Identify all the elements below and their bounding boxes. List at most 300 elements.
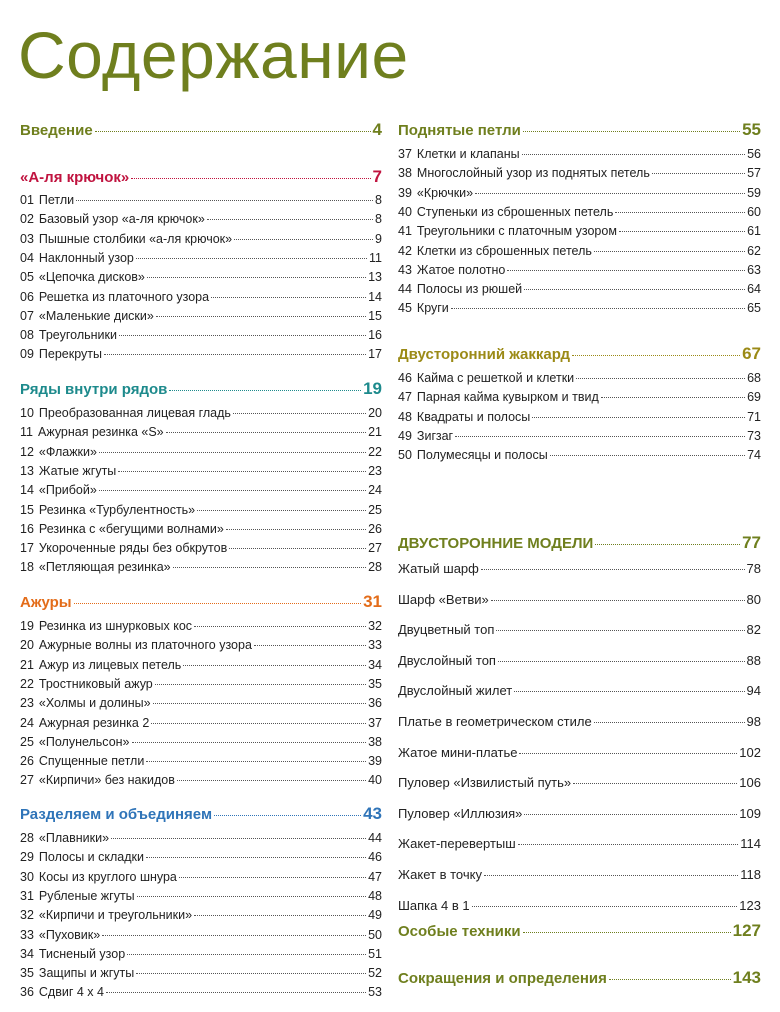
- dot-leader: [233, 413, 366, 414]
- entry-title: Шапка 4 в 1: [398, 897, 470, 913]
- toc-entry[interactable]: [398, 683, 761, 701]
- toc-entry[interactable]: [20, 735, 382, 752]
- entry-page: 64: [747, 282, 761, 297]
- dot-leader: [609, 979, 731, 980]
- dot-leader: [572, 355, 740, 356]
- dot-leader: [194, 626, 366, 627]
- toc-entry[interactable]: [398, 224, 761, 241]
- entry-number: 24: [20, 715, 34, 730]
- entry-number: 02: [20, 212, 34, 227]
- toc-entry[interactable]: [398, 186, 761, 203]
- toc-entry[interactable]: [20, 425, 382, 442]
- dot-leader: [102, 935, 366, 936]
- toc-entry[interactable]: [20, 773, 382, 790]
- entry-page: 69: [747, 390, 761, 405]
- dot-leader: [524, 289, 745, 290]
- entry-title: Резинка из шнурковых кос: [38, 619, 193, 633]
- entry-number: 10: [20, 406, 34, 420]
- entry-page: 73: [747, 428, 761, 443]
- dot-leader: [254, 645, 366, 646]
- entry-title: Ажурные волны из платочного узора: [38, 638, 252, 653]
- toc-entry[interactable]: [398, 147, 761, 164]
- entry-number: 33: [20, 927, 34, 942]
- dot-leader: [619, 231, 745, 232]
- dot-leader: [523, 131, 740, 132]
- dot-leader: [514, 691, 744, 692]
- dot-leader: [132, 742, 367, 743]
- entry-title: Жатое полотно: [416, 262, 506, 277]
- toc-entry[interactable]: [398, 301, 761, 318]
- entry-title: Преобразованная лицевая гладь: [38, 406, 231, 420]
- entry-title: Клетки и клапаны: [416, 147, 520, 161]
- entry-title: «Кирпичи» без накидов: [38, 773, 175, 788]
- section-heading-podnyatye[interactable]: [398, 120, 761, 142]
- entry-title: Ажурная резинка 2: [38, 715, 150, 730]
- entry-page: 48: [368, 888, 382, 903]
- section-page: 7: [372, 167, 382, 186]
- entry-title: Решетка из платочного узора: [38, 289, 210, 304]
- entry-title: «Полунельсон»: [38, 734, 130, 749]
- entry-page: 52: [368, 966, 382, 981]
- entry-page: 40: [368, 773, 382, 788]
- entry-title: Кайма с решеткой и клетки: [416, 371, 575, 385]
- entry-title: Спущенные петли: [38, 754, 145, 769]
- entry-number: 21: [20, 657, 34, 672]
- dot-leader: [532, 417, 745, 418]
- entry-number: 31: [20, 888, 34, 903]
- section-title: Ряды внутри рядов: [20, 381, 168, 398]
- entry-title: «Петляющая резинка»: [38, 560, 171, 575]
- entry-number: 36: [20, 985, 34, 1000]
- dot-leader: [151, 723, 366, 724]
- entry-title: Тростниковый ажур: [38, 676, 153, 691]
- toc-entry[interactable]: [20, 309, 382, 326]
- dot-leader: [484, 875, 738, 876]
- toc-entry[interactable]: [20, 908, 382, 925]
- entry-title: Зигзаг: [416, 428, 454, 443]
- toc-entry[interactable]: [398, 806, 761, 824]
- entry-title: «Крючки»: [416, 185, 474, 200]
- entry-number: 14: [20, 483, 34, 498]
- section-page: 19: [363, 379, 382, 398]
- toc-entry[interactable]: [20, 850, 382, 867]
- section-heading-sokrashcheniya[interactable]: [398, 968, 761, 990]
- entry-page: 8: [375, 212, 382, 227]
- dot-leader: [146, 857, 366, 858]
- entry-page: 22: [368, 444, 382, 459]
- entry-page: 33: [368, 638, 382, 653]
- dot-leader: [137, 896, 366, 897]
- dot-leader: [106, 992, 366, 993]
- entry-number: 18: [20, 560, 34, 575]
- toc-entry[interactable]: [20, 870, 382, 887]
- entry-page: 9: [375, 231, 382, 246]
- entry-page: 71: [747, 409, 761, 424]
- entry-title: «Прибой»: [38, 483, 97, 498]
- toc-entry[interactable]: [20, 541, 382, 558]
- entry-page: 123: [739, 897, 761, 913]
- entry-number: 05: [20, 270, 34, 285]
- toc-entry[interactable]: [20, 251, 382, 268]
- dot-leader: [594, 722, 745, 723]
- entry-title: Парная кайма кувырком и твид: [416, 390, 599, 405]
- entry-title: Ступеньки из сброшенных петель: [416, 204, 614, 219]
- entry-page: 25: [368, 502, 382, 517]
- toc-entry[interactable]: [398, 745, 761, 763]
- entry-page: 14: [368, 289, 382, 304]
- entry-number: 50: [398, 448, 412, 463]
- toc-entry[interactable]: [20, 560, 382, 577]
- entry-page: 118: [740, 867, 761, 882]
- entry-number: 32: [20, 908, 34, 923]
- entry-number: 08: [20, 328, 34, 343]
- entry-title: Тисненый узор: [38, 946, 126, 961]
- section-title: Разделяем и объединяем: [20, 806, 213, 823]
- dot-leader: [491, 600, 745, 601]
- dot-leader: [127, 954, 366, 955]
- entry-number: 22: [20, 676, 34, 691]
- section-page: 143: [732, 968, 761, 987]
- entry-number: 45: [398, 301, 412, 316]
- entry-number: 28: [20, 831, 34, 845]
- dot-leader: [197, 510, 366, 511]
- entry-number: 11: [20, 425, 33, 440]
- entry-title: Двуслойный жилет: [398, 683, 513, 699]
- section-heading-ryady[interactable]: [20, 379, 382, 401]
- toc-entry[interactable]: [20, 503, 382, 520]
- dot-leader: [136, 973, 366, 974]
- toc-entry[interactable]: [398, 653, 761, 671]
- entry-number: 07: [20, 308, 34, 323]
- entry-title: Наклонный узор: [38, 250, 134, 265]
- entry-page: 46: [368, 850, 382, 865]
- toc-entry[interactable]: [20, 696, 382, 713]
- entry-page: 21: [368, 425, 382, 440]
- entry-page: 56: [747, 147, 761, 161]
- entry-title: Шарф «Ветви»: [398, 591, 489, 607]
- toc-entry[interactable]: [398, 371, 761, 388]
- toc-entry[interactable]: [20, 232, 382, 249]
- entry-number: 44: [398, 282, 412, 297]
- toc-entry[interactable]: [398, 836, 761, 854]
- entry-page: 15: [368, 308, 382, 323]
- section-page: 31: [363, 592, 382, 611]
- entry-title: Треугольники с платочным узором: [416, 224, 617, 239]
- toc-entry[interactable]: [20, 270, 382, 287]
- entry-number: 16: [20, 521, 34, 536]
- toc-entry[interactable]: [398, 561, 761, 579]
- entry-number: 20: [20, 638, 34, 653]
- entry-title: Ажурная резинка «S»: [37, 425, 164, 440]
- dot-leader: [519, 753, 737, 754]
- dot-leader: [214, 815, 361, 816]
- section-heading-modeli[interactable]: [398, 533, 761, 555]
- entry-page: 16: [368, 328, 382, 343]
- entry-title: «Пуховик»: [38, 927, 101, 942]
- toc-entry[interactable]: [20, 328, 382, 345]
- dot-leader: [523, 932, 731, 933]
- dot-leader: [147, 277, 366, 278]
- toc-entry[interactable]: [398, 775, 761, 793]
- entry-title: Косы из круглого шнура: [38, 869, 177, 884]
- entry-page: 17: [368, 347, 382, 362]
- toc-entry[interactable]: [20, 406, 382, 423]
- entry-number: 29: [20, 850, 34, 865]
- entry-page: 57: [747, 166, 761, 181]
- toc-entry[interactable]: [20, 658, 382, 675]
- toc-entry[interactable]: [20, 483, 382, 500]
- toc-entry[interactable]: [398, 205, 761, 222]
- section-page: 4: [372, 120, 382, 139]
- entry-title: Круги: [416, 301, 449, 316]
- dot-leader: [475, 193, 745, 194]
- entry-title: «Маленькие диски»: [38, 308, 154, 323]
- dot-leader: [573, 783, 737, 784]
- entry-title: Пуловер «Извилистый путь»: [398, 775, 572, 791]
- entry-page: 80: [746, 591, 761, 607]
- entry-title: Жакет в точку: [398, 867, 482, 882]
- toc-entry[interactable]: [398, 244, 761, 261]
- section-page: 55: [742, 120, 761, 139]
- dot-leader: [155, 684, 366, 685]
- entry-number: 12: [20, 444, 34, 459]
- toc-entry[interactable]: [20, 347, 382, 364]
- toc-entry[interactable]: [20, 716, 382, 733]
- toc-entry[interactable]: [20, 290, 382, 307]
- section-heading-razdelyaem[interactable]: [20, 804, 382, 826]
- toc-entry[interactable]: [20, 193, 382, 210]
- dot-leader: [601, 397, 745, 398]
- entry-title: Петли: [38, 193, 75, 207]
- entry-page: 11: [369, 250, 382, 265]
- entry-page: 39: [368, 754, 382, 769]
- toc-entry[interactable]: [398, 390, 761, 407]
- toc-entry[interactable]: [398, 898, 761, 916]
- entry-page: 114: [740, 836, 761, 852]
- toc-entry[interactable]: [20, 928, 382, 945]
- section-title: Сокращения и определения: [398, 970, 607, 987]
- dot-leader: [550, 455, 745, 456]
- toc-entry[interactable]: [20, 985, 382, 1002]
- entry-title: Пышные столбики «а-ля крючок»: [38, 231, 233, 246]
- dot-leader: [169, 390, 361, 391]
- dot-leader: [166, 432, 366, 433]
- section-heading-zhakkard[interactable]: [398, 344, 761, 366]
- entry-page: 51: [368, 946, 382, 961]
- entry-page: 34: [368, 657, 382, 672]
- toc-entry[interactable]: [20, 445, 382, 462]
- section-page: 77: [742, 533, 761, 552]
- toc-entry[interactable]: [398, 263, 761, 280]
- entry-page: 98: [746, 714, 761, 729]
- dot-leader: [496, 630, 744, 631]
- entry-page: 82: [746, 622, 761, 638]
- toc-entry[interactable]: [398, 282, 761, 299]
- entry-title: Платье в геометрическом стиле: [398, 714, 592, 729]
- toc-entry[interactable]: [20, 889, 382, 906]
- entry-title: Квадраты и полосы: [416, 409, 531, 424]
- entry-title: Полосы и складки: [38, 850, 144, 865]
- entry-number: 15: [20, 502, 34, 517]
- section-heading-a-la-kryuchok[interactable]: [20, 167, 382, 189]
- entry-page: 61: [747, 224, 761, 239]
- entry-title: Резинка «Турбулентность»: [38, 502, 196, 517]
- toc-entry[interactable]: [20, 212, 382, 229]
- dot-leader: [95, 131, 371, 132]
- entry-number: 40: [398, 204, 412, 219]
- entry-page: 102: [739, 744, 761, 760]
- entry-title: Резинка с «бегущими волнами»: [38, 521, 224, 536]
- dot-leader: [472, 906, 738, 907]
- dot-leader: [595, 544, 740, 545]
- toc-entry[interactable]: [398, 714, 761, 732]
- entry-title: Укороченные ряды без обкрутов: [38, 541, 228, 556]
- toc-entry[interactable]: [20, 464, 382, 481]
- entry-page: 59: [747, 185, 761, 200]
- entry-title: «Флажки»: [38, 444, 97, 459]
- section-heading-osobye[interactable]: [398, 921, 761, 943]
- entry-page: 37: [368, 715, 382, 730]
- section-title: Ажуры: [20, 594, 72, 611]
- entry-title: Рубленые жгуты: [38, 888, 135, 903]
- entry-title: Сдвиг 4 х 4: [38, 985, 104, 1000]
- entry-page: 62: [747, 243, 761, 258]
- dot-leader: [522, 154, 746, 155]
- dot-leader: [156, 316, 366, 317]
- dot-leader: [131, 178, 370, 179]
- dot-leader: [226, 529, 366, 530]
- dot-leader: [179, 877, 366, 878]
- toc-entry[interactable]: [20, 638, 382, 655]
- dot-leader: [74, 603, 361, 604]
- dot-leader: [498, 661, 745, 662]
- entry-number: 06: [20, 289, 34, 304]
- dot-leader: [119, 335, 366, 336]
- entry-page: 28: [368, 560, 382, 575]
- dot-leader: [481, 569, 745, 570]
- toc-entry[interactable]: [20, 966, 382, 983]
- dot-leader: [111, 838, 366, 839]
- section-heading-azhury[interactable]: [20, 592, 382, 614]
- toc-entry[interactable]: [398, 448, 761, 465]
- entry-title: Жатые жгуты: [38, 463, 117, 478]
- entry-number: 37: [398, 147, 412, 161]
- entry-page: 49: [368, 908, 382, 923]
- dot-leader: [524, 814, 737, 815]
- entry-number: 13: [20, 463, 34, 478]
- entry-page: 88: [746, 652, 761, 668]
- dot-leader: [177, 780, 366, 781]
- dot-leader: [194, 915, 366, 916]
- section-title: Введение: [20, 122, 93, 139]
- section-title: «А-ля крючок»: [20, 169, 130, 186]
- toc-entry[interactable]: [398, 592, 761, 610]
- section-title: Поднятые петли: [398, 122, 521, 139]
- entry-page: 109: [739, 805, 761, 821]
- entry-page: 27: [368, 541, 382, 556]
- entry-title: Многослойный узор из поднятых петель: [416, 166, 650, 181]
- entry-page: 13: [368, 270, 382, 285]
- section-title: Особые техники: [398, 923, 521, 940]
- section-heading-intro[interactable]: [20, 120, 382, 142]
- entry-number: 09: [20, 347, 34, 362]
- entry-page: 20: [368, 406, 382, 420]
- toc-entry[interactable]: [398, 867, 761, 885]
- dot-leader: [451, 308, 745, 309]
- entry-page: 74: [747, 448, 761, 463]
- dot-leader: [576, 378, 745, 379]
- toc-entry[interactable]: [398, 166, 761, 183]
- entry-number: 46: [398, 371, 412, 385]
- entry-title: «Кирпичи и треугольники»: [38, 908, 193, 923]
- dot-leader: [211, 297, 366, 298]
- entry-title: «Плавники»: [38, 831, 110, 845]
- dot-leader: [104, 354, 366, 355]
- toc-entry[interactable]: [20, 831, 382, 848]
- entry-page: 50: [368, 927, 382, 942]
- toc-entry[interactable]: [398, 410, 761, 427]
- entry-number: 39: [398, 185, 412, 200]
- toc-entry[interactable]: [20, 754, 382, 771]
- entry-number: 38: [398, 166, 412, 181]
- dot-leader: [173, 567, 366, 568]
- entry-page: 106: [739, 775, 761, 791]
- entry-page: 8: [375, 193, 382, 207]
- entry-page: 35: [368, 676, 382, 691]
- entry-number: 04: [20, 250, 34, 265]
- dot-leader: [136, 258, 367, 259]
- toc-entry[interactable]: [398, 429, 761, 446]
- entry-title: Жатое мини-платье: [398, 744, 518, 760]
- entry-page: 44: [368, 831, 382, 845]
- entry-title: «Цепочка дисков»: [38, 270, 145, 285]
- entry-title: Треугольники: [38, 328, 117, 343]
- entry-title: Полумесяцы и полосы: [416, 448, 548, 463]
- dot-leader: [234, 239, 373, 240]
- entry-page: 65: [747, 301, 761, 316]
- entry-page: 53: [368, 985, 382, 1000]
- dot-leader: [153, 703, 366, 704]
- entry-number: 25: [20, 734, 34, 749]
- section-page: 127: [732, 921, 761, 940]
- entry-page: 94: [746, 683, 761, 699]
- dot-leader: [518, 844, 739, 845]
- entry-page: 78: [746, 561, 761, 576]
- toc-entry[interactable]: [20, 522, 382, 539]
- entry-page: 36: [368, 696, 382, 711]
- entry-title: Перекруты: [38, 347, 102, 362]
- toc-entry[interactable]: [398, 622, 761, 640]
- entry-page: 24: [368, 483, 382, 498]
- entry-page: 60: [747, 204, 761, 219]
- entry-page: 38: [368, 734, 382, 749]
- section-title: ДВУСТОРОННИЕ МОДЕЛИ: [398, 535, 594, 552]
- dot-leader: [99, 490, 366, 491]
- entry-page: 47: [368, 869, 382, 884]
- entry-number: 48: [398, 409, 412, 424]
- entry-title: Базовый узор «а-ля крючок»: [38, 212, 205, 227]
- entry-number: 01: [20, 193, 34, 207]
- entry-number: 23: [20, 696, 34, 711]
- entry-number: 42: [398, 243, 412, 258]
- toc-entry[interactable]: [20, 677, 382, 694]
- dot-leader: [229, 548, 366, 549]
- toc-entry[interactable]: [20, 947, 382, 964]
- toc-entry[interactable]: [20, 619, 382, 636]
- entry-title: «Холмы и долины»: [38, 696, 151, 711]
- entry-title: Двуслойный топ: [398, 652, 496, 668]
- entry-title: Клетки из сброшенных петель: [416, 243, 592, 258]
